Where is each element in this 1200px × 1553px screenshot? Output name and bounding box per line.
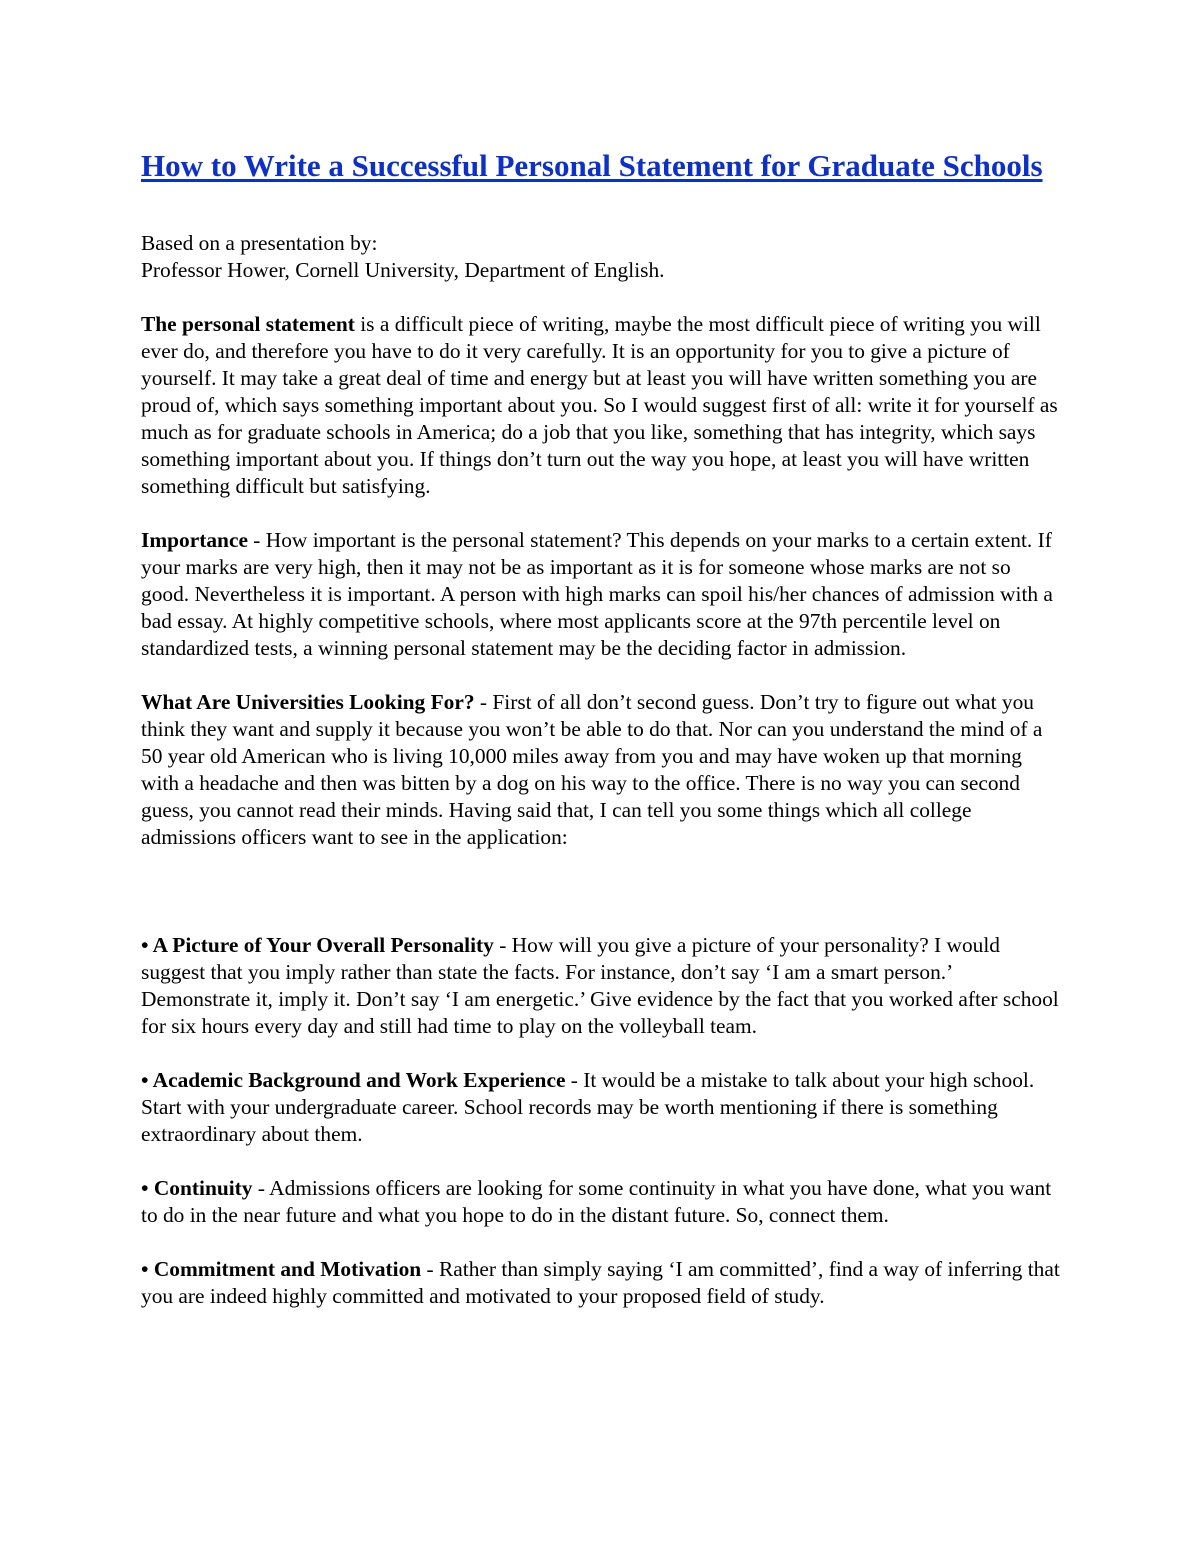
bullet-body: - Admissions officers are looking for some continuity in what you have done, what you want to do in the near future and what you hope to do in the distant future. So, connect them. [141,1176,1052,1227]
presentation-credit [141,230,1061,284]
section-heading: Importance [141,528,248,552]
section-body: - How important is the personal statement? This depends on your marks to a certain extent. If your marks are very high, then it may not be as important as it is for someone whose marks are not so good. Nevertheless it is important. A person with high marks can spoil his/her chances of admission with a bad essay. At highly competitive schools, where most applicants score at the 97th percentile level on standardized tests, a winning personal statement may be the deciding factor in admission. [141,528,1053,660]
bullet-academic-background [141,1067,1061,1148]
bullet-continuity [141,1175,1061,1229]
section-heading: What Are Universities Looking For? [141,690,475,714]
section-body: is a difficult piece of writing, maybe the most difficult piece of writing you will ever do, and therefore you have to do it very carefully. It is an opportunity for you to give a picture of yourself. It may take a great deal of time and energy but at least you will have written something you are proud of, which says something important about you. So I would suggest first of all: write it for yourself as much as for graduate schools in America; do a job that you like, something that has integrity, which says something important about you. If things don’t turn out the way you hope, at least you will have written something difficult but satisfying. [141,312,1058,498]
document-content [141,146,1061,1310]
credit-line-1: Based on a presentation by: [141,231,378,255]
section-body: - First of all don’t second guess. Don’t try to figure out what you think they want and supply it because you won’t be able to do that. Nor can you understand the mind of a 50 year old American who is living 10,000 miles away from you and may have woken up that morning with a headache and then was bitten by a dog on his way to the office. There is no way you can second guess, you cannot read their minds. Having said that, I can tell you some things which all college admissions officers want to see in the application: [141,690,1043,849]
document-title [141,146,1061,186]
title-link[interactable]: How to Write a Successful Personal Statement for Graduate Schools [141,148,1043,183]
bullet-personality [141,932,1061,1040]
bullet-body: - Rather than simply saying ‘I am committed’, find a way of inferring that you are indeed highly committed and motivated to your proposed field of study. [141,1257,1060,1308]
section-personal-statement [141,311,1061,500]
bullet-heading: • A Picture of Your Overall Personality [141,933,494,957]
section-heading: The personal statement [141,312,355,336]
bullet-heading: • Commitment and Motivation [141,1257,422,1281]
bullet-body: - How will you give a picture of your personality? I would suggest that you imply rather than state the facts. For instance, don’t say ‘I am a smart person.’ Demonstrate it, imply it. Don’t say ‘I am energetic.’ Give evidence by the fact that you worked after school for six hours every day and still had time to play on the volleyball team. [141,933,1059,1038]
bullet-commitment [141,1256,1061,1310]
bullet-heading: • Continuity [141,1176,253,1200]
bullet-body: - It would be a mistake to talk about your high school. Start with your undergraduate career. School records may be worth mentioning if there is something extraordinary about them. [141,1068,1035,1146]
section-importance [141,527,1061,662]
credit-line-2: Professor Hower, Cornell University, Department of English. [141,258,665,282]
section-universities-looking-for [141,689,1061,851]
bullet-heading: • Academic Background and Work Experience [141,1068,566,1092]
